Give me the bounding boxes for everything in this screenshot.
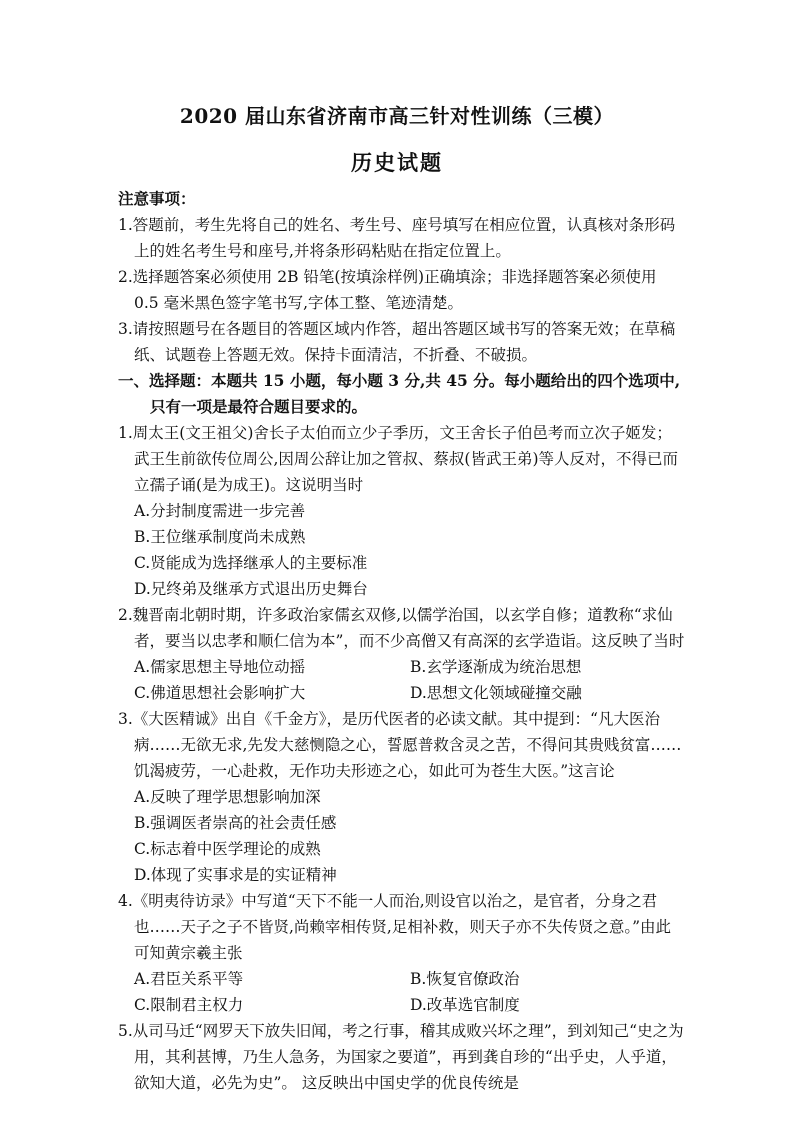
page-subtitle: 历史试题 <box>351 150 443 175</box>
question-stem: 1.周太王(文王祖父)舍长子太伯而立少子季历，文王舍长子伯邑考而立次子姬发；武王生前欲传位周公,因周公辞让加之管叔、蔡叔(皆武王弟)等人反对，不得已而立孺子诵(是为成王)。这说明当时 <box>118 424 679 494</box>
option-a: A.君臣关系平等 <box>134 970 244 988</box>
notice-item: 2.选择题答案必须使用 2B 铅笔(按填涂样例)正确填涂；非选择题答案必须使用 0.5 毫米黑色签字笔书写,字体工整、笔迹清楚。 <box>118 268 657 312</box>
option-b: B.强调医者崇高的社会责任感 <box>134 814 337 832</box>
option-d: D.思想文化领域碰撞交融 <box>410 684 582 702</box>
option-row <box>118 966 686 992</box>
option-a: A.分封制度需进一步完善 <box>134 502 306 520</box>
option-row <box>118 992 686 1018</box>
question-stem: 2.魏晋南北朝时期，许多政治家儒玄双修,以儒学治国，以玄学自修；道教称“求仙者，要当以忠孝和顺仁信为本”，而不少高僧又有高深的玄学造诣。这反映了当时 <box>118 606 685 650</box>
option-a: A.儒家思想主导地位动摇 <box>134 658 306 676</box>
option-c: C.贤能成为选择继承人的主要标准 <box>134 554 368 572</box>
option-row <box>118 680 686 706</box>
option-b: B.玄学逐渐成为统治思想 <box>410 658 582 676</box>
option-d: D.改革选官制度 <box>410 996 520 1014</box>
question-stem: 4.《明夷待访录》中写道“天下不能一人而治,则设官以治之，是官者，分身之君也……天子之子不皆贤,尚赖宰相传贤,足相补救，则天子亦不失传贤之意。”由此可知黄宗羲主张 <box>118 892 672 962</box>
section-heading: 一、选择题：本题共 15 小题，每小题 3 分,共 45 分。每小题给出的四个选项中,只有一项是最符合题目要求的。 <box>118 371 681 416</box>
question-stem: 5.从司马迁“网罗天下放失旧闻，考之行事，稽其成败兴坏之理”，到刘知己“史之为用，其利甚博，乃生人急务，为国家之要道”，再到龚自珍的“出乎史，人乎道，欲知大道，必先为史”。 这反映出中国史学的优良传统是 <box>118 1022 684 1092</box>
notice-item: 3.请按照题号在各题目的答题区域内作答，超出答题区域书写的答案无效；在草稿纸、试题卷上答题无效。保持卡面清洁，不折叠、不破损。 <box>118 320 676 364</box>
option-d: D.兄终弟及继承方式退出历史舞台 <box>134 580 368 598</box>
option-c: C.佛道思想社会影响扩大 <box>134 684 306 702</box>
page-title: 2020 届山东省济南市高三针对性训练（三模） <box>179 104 615 128</box>
option-b: B.王位继承制度尚未成熟 <box>134 528 306 546</box>
option-d: D.体现了实事求是的实证精神 <box>134 866 337 884</box>
question-stem: 3.《大医精诚》出自《千金方》，是历代医者的必读文献。其中提到：“凡大医治病……无欲无求,先发大慈恻隐之心，誓愿普救含灵之苦，不得问其贵贱贫富……饥渴疲劳，一心赴救，无作功夫形迹之心，如此可为苍生大医。”这言论 <box>118 710 682 780</box>
option-b: B.恢复官僚政治 <box>410 970 520 988</box>
option-c: C.限制君主权力 <box>134 996 244 1014</box>
notice-item: 1.答题前，考生先将自己的姓名、考生号、座号填写在相应位置，认真核对条形码上的姓名考生号和座号,并将条形码粘贴在指定位置上。 <box>118 216 676 260</box>
option-c: C.标志着中医学理论的成熟 <box>134 840 321 858</box>
option-row <box>118 654 686 680</box>
notice-heading: 注意事项： <box>118 189 196 208</box>
exam-body <box>118 186 686 1096</box>
option-a: A.反映了理学思想影响加深 <box>134 788 321 806</box>
